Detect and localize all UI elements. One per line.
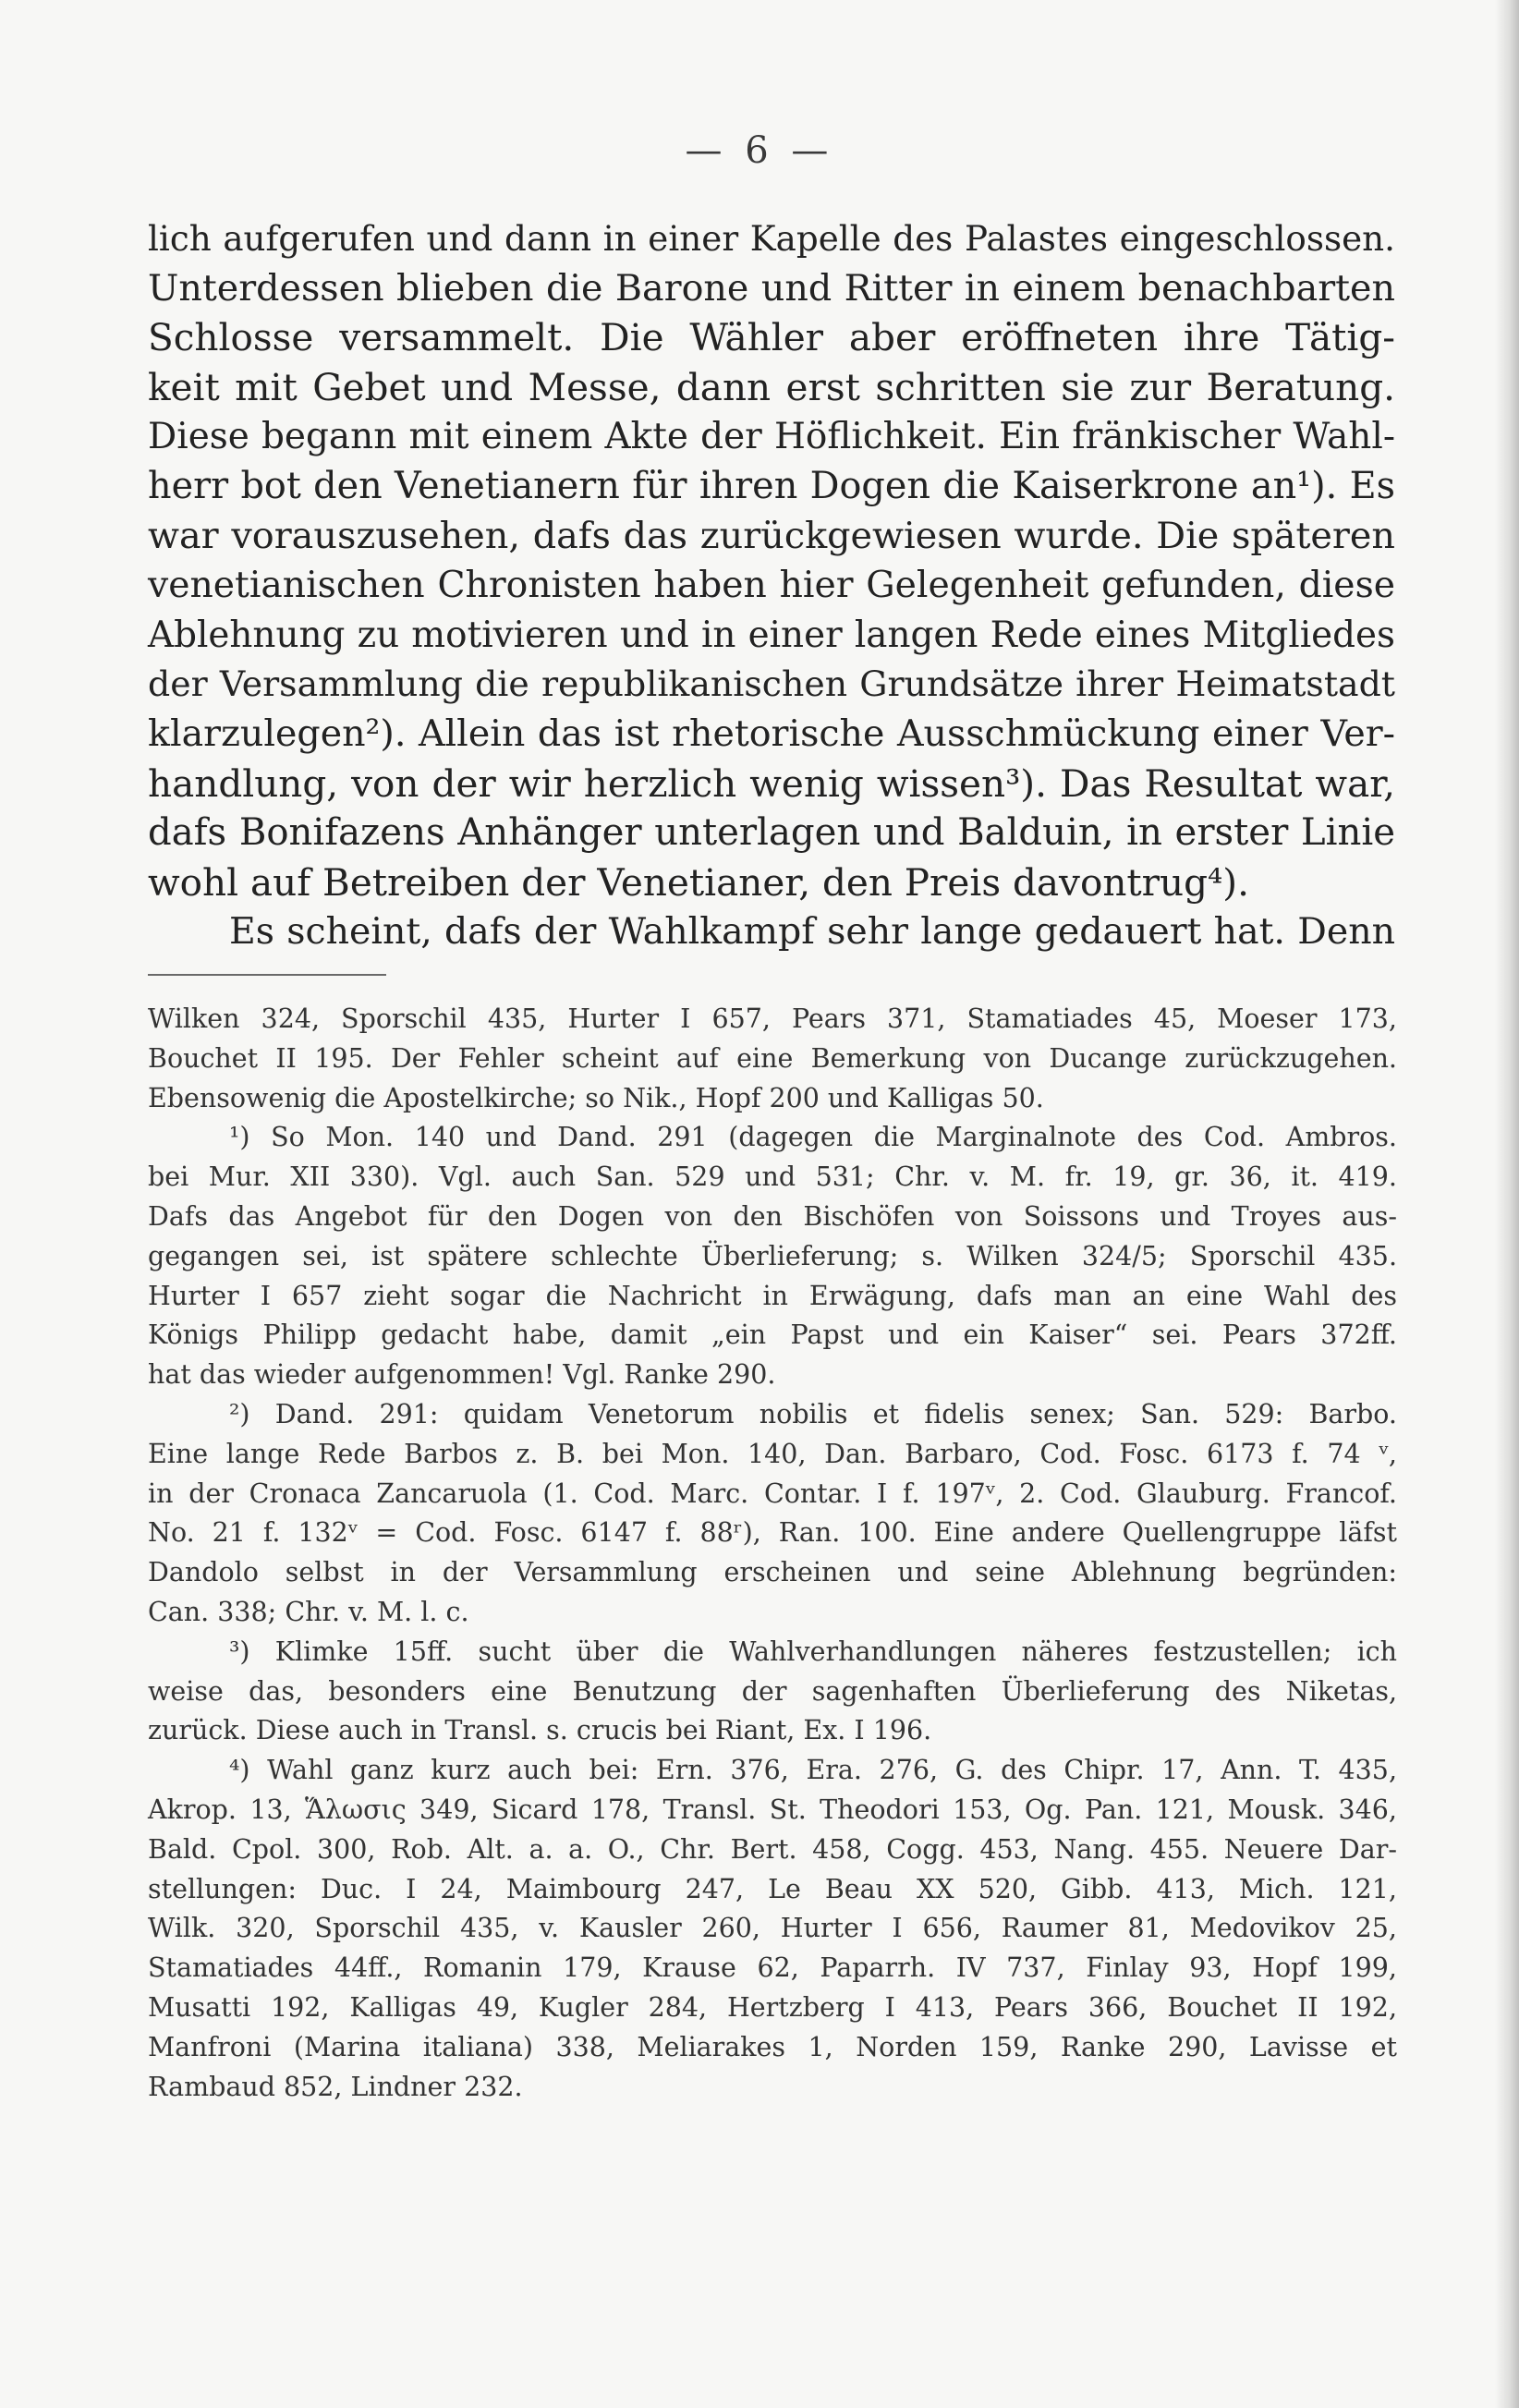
footnote-line: Bouchet II 195. Der Fehler scheint auf eine Bemerkung von Ducange zurückzugehen. xyxy=(148,1042,1397,1074)
footnote-line: Manfroni (Marina italiana) 338, Meliarakes 1, Norden 159, Ranke 290, Lavisse et xyxy=(148,2031,1397,2062)
footnote-line: gegangen sei, ist spätere schlechte Überlieferung; s. Wilken 324/5; Sporschil 435. xyxy=(148,1240,1397,1271)
footnote-line: weise das, besonders eine Benutzung der sagenhaften Überlieferung des Niketas, xyxy=(148,1675,1397,1707)
body-line: Schlosse versammelt. Die Wähler aber eröffneten ihre Tätig- xyxy=(148,315,1395,360)
footnote-line: Hurter I 657 zieht sogar die Nachricht in Erwägung, dafs man an eine Wahl des xyxy=(148,1280,1397,1311)
footnote-rule xyxy=(148,974,386,976)
page-edge-shadow xyxy=(1495,0,1519,2408)
footnote-line: ¹) So Mon. 140 und Dand. 291 (dagegen die Marginalnote des Cod. Ambros. xyxy=(229,1122,1397,1153)
body-line: Unterdessen blieben die Barone und Ritter in einem benachbarten xyxy=(148,266,1395,310)
footnote-line: ³) Klimke 15ff. sucht über die Wahlverhandlungen näheres festzustellen; ich xyxy=(229,1636,1397,1667)
footnote-line: Ebensowenig die Apostelkirche; so Nik., Hopf 200 und Kalligas 50. xyxy=(148,1082,1044,1113)
body-line: klarzulegen²). Allein das ist rhetorische Ausschmückung einer Ver- xyxy=(148,711,1395,755)
footnote-line: Wilk. 320, Sporschil 435, v. Kausler 260, Hurter I 656, Raumer 81, Medovikov 25, xyxy=(148,1913,1397,1944)
footnote-line: Dandolo selbst in der Versammlung erscheinen und seine Ablehnung begründen: xyxy=(148,1557,1397,1588)
footnote-line: stellungen: Duc. I 24, Maimbourg 247, Le Beau XX 520, Gibb. 413, Mich. 121, xyxy=(148,1873,1397,1904)
footnote-line: No. 21 f. 132ᵛ = Cod. Fosc. 6147 f. 88ʳ), Ran. 100. Eine andere Quellengruppe läfst xyxy=(148,1517,1397,1549)
body-line: dafs Bonifazens Anhänger unterlagen und Balduin, in erster Linie xyxy=(148,811,1395,855)
footnote-line: Wilken 324, Sporschil 435, Hurter I 657, Pears 371, Stamatiades 45, Moeser 173, xyxy=(148,1003,1397,1034)
footnote-line: hat das wieder aufgenommen! Vgl. Ranke 290. xyxy=(148,1359,776,1391)
footnote-line: Can. 338; Chr. v. M. l. c. xyxy=(148,1596,469,1627)
footnote-line: ²) Dand. 291: quidam Venetorum nobilis et fidelis senex; San. 529: Barbo. xyxy=(229,1398,1397,1429)
body-line: Diese begann mit einem Akte der Höflichkeit. Ein fränkischer Wahl- xyxy=(148,416,1395,458)
footnote-line: Musatti 192, Kalligas 49, Kugler 284, Hertzberg I 413, Pears 366, Bouchet II 192, xyxy=(148,1991,1397,2023)
page-number: — 6 — xyxy=(685,129,834,172)
footnote-line: Eine lange Rede Barbos z. B. bei Mon. 140, Dan. Barbaro, Cod. Fosc. 6173 f. 74 ᵛ, xyxy=(148,1438,1397,1469)
body-line: Ablehnung zu motivieren und in einer langen Rede eines Mitgliedes xyxy=(148,614,1395,656)
footnote-line: Dafs das Angebot für den Dogen von den Bischöfen von Soissons und Troyes aus- xyxy=(148,1200,1397,1232)
footnote-line: Rambaud 852, Lindner 232. xyxy=(148,2071,523,2102)
body-line: venetianischen Chronisten haben hier Gelegenheit gefunden, diese xyxy=(148,565,1395,607)
body-line: Es scheint, dafs der Wahlkampf sehr lange gedauert hat. Denn xyxy=(229,910,1395,954)
footnote-line: Stamatiades 44ff., Romanin 179, Krause 62, Paparrh. IV 737, Finlay 93, Hopf 199, xyxy=(148,1952,1397,1984)
footnote-line: zurück. Diese auch in Transl. s. crucis bei Riant, Ex. I 196. xyxy=(148,1715,932,1746)
body-line: der Versammlung die republikanischen Grundsätze ihrer Heimatstadt xyxy=(148,663,1395,705)
footnote-line: in der Cronaca Zancaruola (1. Cod. Marc. Contar. I f. 197ᵛ, 2. Cod. Glauburg. Francof. xyxy=(148,1478,1397,1509)
body-line: handlung, von der wir herzlich wenig wissen³). Das Resultat war, xyxy=(148,760,1395,806)
main-text xyxy=(148,214,1395,957)
footnote-line: bei Mur. XII 330). Vgl. auch San. 529 und 531; Chr. v. M. fr. 19, gr. 36, it. 419. xyxy=(148,1161,1397,1193)
body-line: wohl auf Betreiben der Venetianer, den Preis davontrug⁴). xyxy=(148,859,1249,905)
body-line: lich aufgerufen und dann in einer Kapelle des Palastes eingeschlossen. xyxy=(148,218,1395,259)
footnote-line: Akrop. 13, Ἅλωσις 349, Sicard 178, Transl. St. Theodori 153, Og. Pan. 121, Mousk. 346, xyxy=(148,1794,1397,1825)
footnotes xyxy=(148,1000,1397,2107)
body-line: war vorauszusehen, dafs das zurückgewiesen wurde. Die späteren xyxy=(148,514,1395,557)
footnote-line: Bald. Cpol. 300, Rob. Alt. a. a. O., Chr. Bert. 458, Cogg. 453, Nang. 455. Neuere Dar- xyxy=(148,1833,1397,1865)
footnote-line: ⁴) Wahl ganz kurz auch bei: Ern. 376, Era. 276, G. des Chipr. 17, Ann. T. 435, xyxy=(229,1755,1397,1786)
body-line: herr bot den Venetianern für ihren Dogen die Kaiserkrone an¹). Es xyxy=(148,464,1395,507)
footnote-line: Königs Philipp gedacht habe, damit „ein Papst und ein Kaiser“ sei. Pears 372ff. xyxy=(148,1320,1397,1351)
body-line: keit mit Gebet und Messe, dann erst schritten sie zur Beratung. xyxy=(148,364,1395,409)
